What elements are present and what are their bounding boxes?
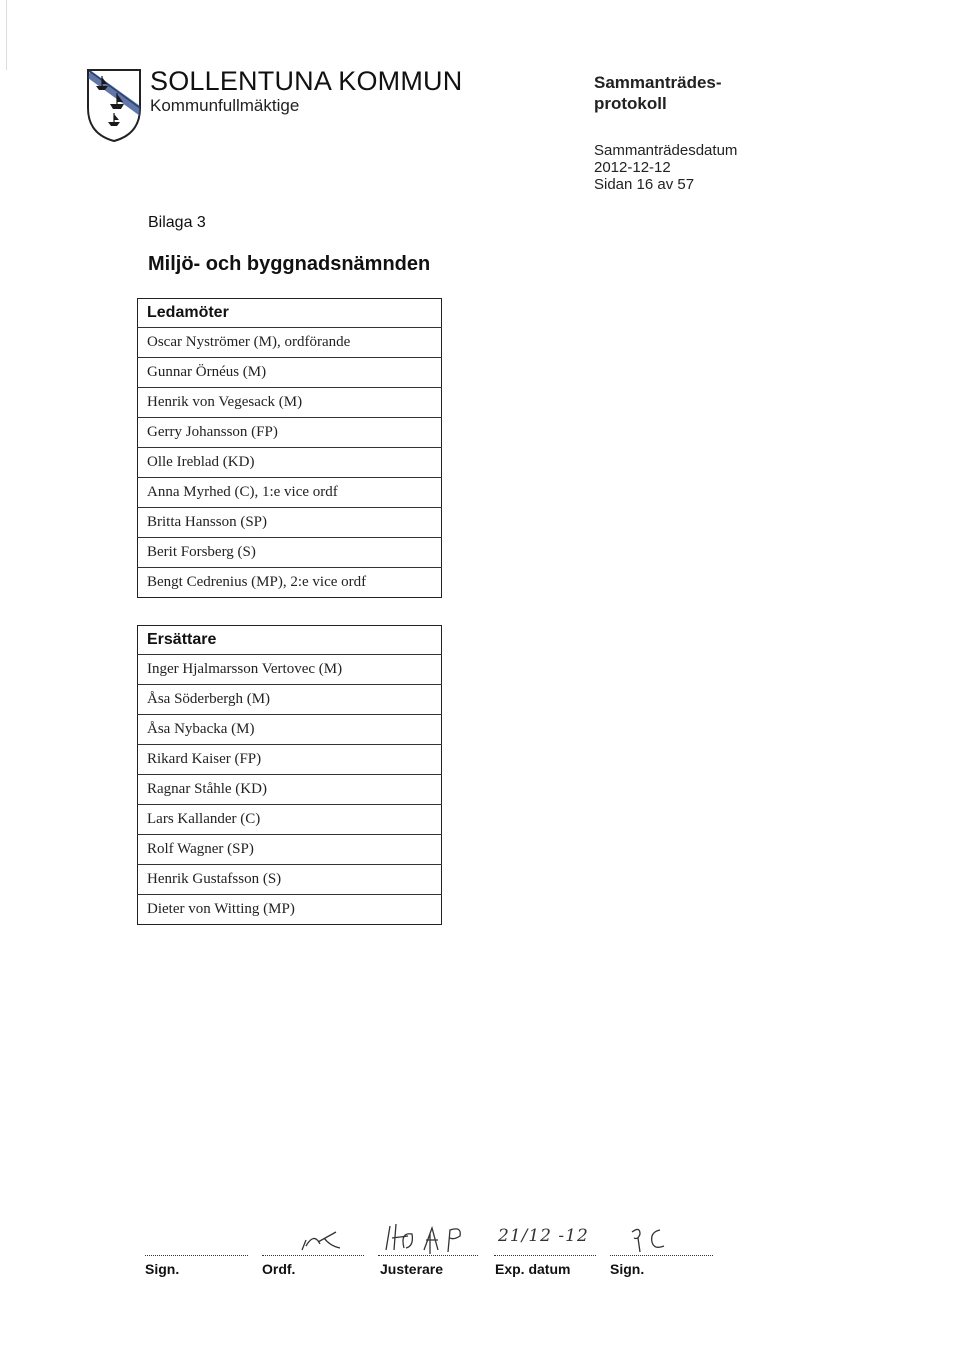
signature-line xyxy=(262,1254,364,1256)
deputy-row: Henrik Gustafsson (S) xyxy=(138,865,442,895)
member-row: Gerry Johansson (FP) xyxy=(138,418,442,448)
adjuster-label: Justerare xyxy=(380,1261,444,1277)
final-signature-icon xyxy=(626,1224,676,1254)
committee-title: Miljö- och byggnadsnämnden xyxy=(148,253,431,275)
signature-line xyxy=(494,1254,596,1256)
organization-name: SOLLENTUNA KOMMUN xyxy=(150,66,463,96)
adjuster-signature-icon xyxy=(380,1220,475,1254)
member-row: Britta Hansson (SP) xyxy=(138,508,442,538)
chair-signature-icon xyxy=(296,1226,346,1254)
member-row: Berit Forsberg (S) xyxy=(138,538,442,568)
appendix-label: Bilaga 3 xyxy=(148,214,206,231)
page-number: Sidan 16 av 57 xyxy=(594,176,695,193)
deputy-row: Lars Kallander (C) xyxy=(138,805,442,835)
expedition-date-handwritten: 21/12 -12 xyxy=(498,1226,589,1246)
deputies-table xyxy=(137,625,442,925)
chair-label: Ordf. xyxy=(262,1261,296,1277)
member-row: Oscar Nyströmer (M), ordförande xyxy=(138,328,442,358)
signature-line xyxy=(145,1254,248,1256)
document-type xyxy=(594,72,794,114)
scan-edge xyxy=(6,0,7,70)
deputy-row: Åsa Nybacka (M) xyxy=(138,715,442,745)
expedition-date-label: Exp. datum xyxy=(495,1261,571,1277)
deputy-row: Åsa Söderbergh (M) xyxy=(138,685,442,715)
deputy-row: Inger Hjalmarsson Vertovec (M) xyxy=(138,655,442,685)
organization-unit: Kommunfullmäktige xyxy=(150,96,300,115)
member-row: Henrik von Vegesack (M) xyxy=(138,388,442,418)
signature-line xyxy=(610,1254,713,1256)
member-row: Gunnar Örnéus (M) xyxy=(138,358,442,388)
meeting-meta xyxy=(594,142,814,193)
members-table xyxy=(137,298,442,598)
document-type-line-1: Sammanträdes- xyxy=(594,73,722,92)
meeting-date: 2012-12-12 xyxy=(594,159,671,176)
signature-line xyxy=(378,1254,478,1256)
members-heading: Ledamöter xyxy=(147,304,229,321)
sign-label: Sign. xyxy=(610,1261,645,1277)
deputy-row: Dieter von Witting (MP) xyxy=(138,895,442,925)
deputy-row: Ragnar Ståhle (KD) xyxy=(138,775,442,805)
sign-label: Sign. xyxy=(145,1261,180,1277)
member-row: Anna Myrhed (C), 1:e vice ordf xyxy=(138,478,442,508)
member-row: Olle Ireblad (KD) xyxy=(138,448,442,478)
document-type-line-2: protokoll xyxy=(594,94,667,113)
municipal-crest-icon xyxy=(84,64,144,144)
deputies-heading: Ersättare xyxy=(147,631,217,648)
deputy-row: Rolf Wagner (SP) xyxy=(138,835,442,865)
date-label: Sammanträdesdatum xyxy=(594,142,738,159)
member-row: Bengt Cedrenius (MP), 2:e vice ordf xyxy=(138,568,442,598)
deputy-row: Rikard Kaiser (FP) xyxy=(138,745,442,775)
